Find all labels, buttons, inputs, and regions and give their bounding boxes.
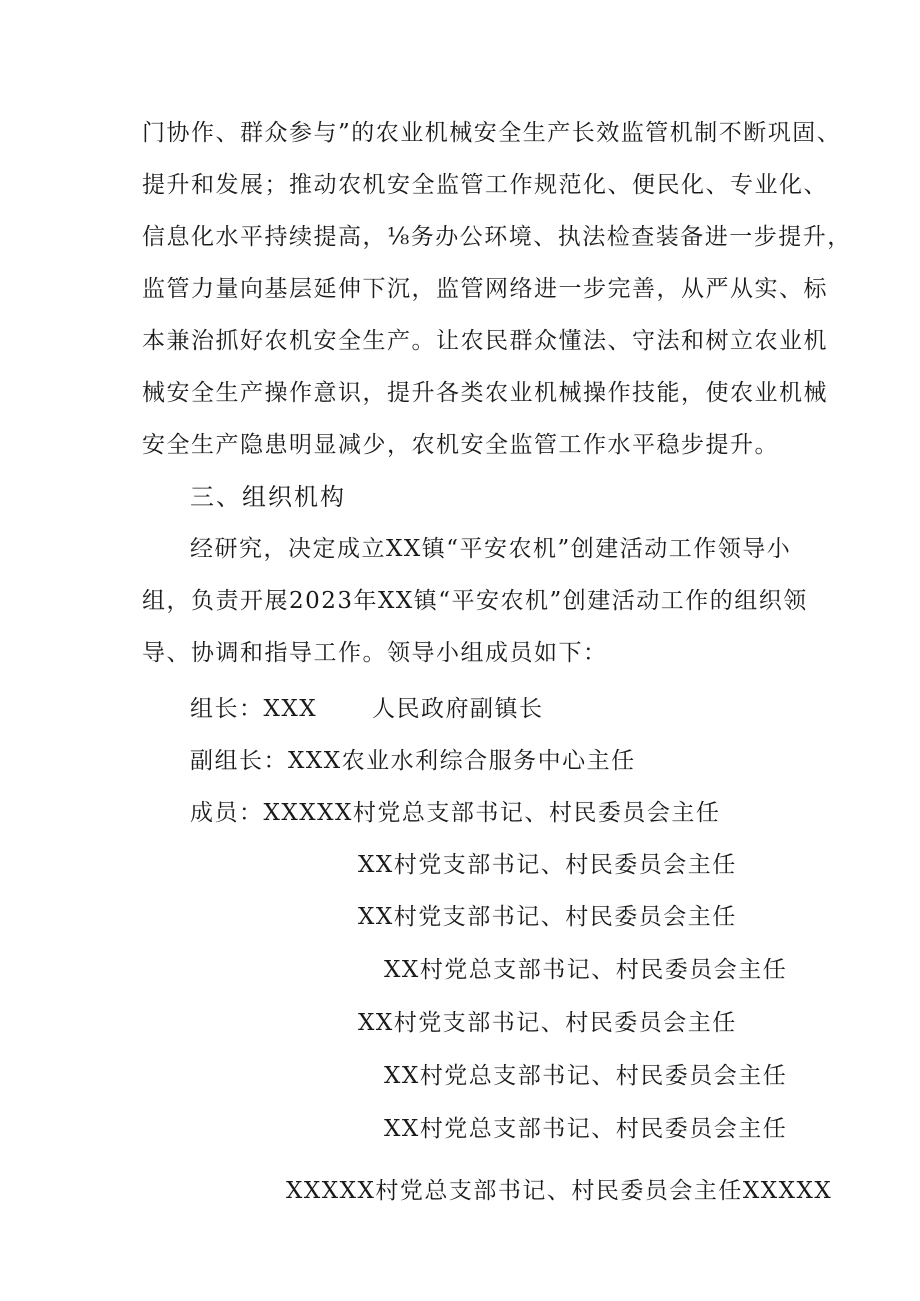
intro-line: 经研究，决定成立XX镇“平安农机”创建活动工作领导小 bbox=[190, 536, 792, 562]
paragraph-line: 本兼治抓好农机安全生产。让农民群众懂法、守法和树立农业机 bbox=[142, 328, 828, 354]
member-line: XX村党支部书记、村民委员会主任 bbox=[358, 904, 737, 930]
member-line: XX村党总支部书记、村民委员会主任 bbox=[384, 1063, 788, 1089]
intro-line: 组，负责开展2023年XX镇“平安农机”创建活动工作的组织领 bbox=[142, 588, 808, 614]
members-first-line: 成员：XXXXX村党总支部书记、村民委员会主任 bbox=[190, 800, 721, 826]
member-last-line: XXXXX村党总支部书记、村民委员会主任XXXXX bbox=[286, 1178, 833, 1204]
member-line: XX村党总支部书记、村民委员会主任 bbox=[384, 957, 788, 983]
section-heading: 三、组织机构 bbox=[190, 483, 346, 511]
paragraph-line: 械安全生产操作意识，提升各类农业机械操作技能，使农业机械 bbox=[142, 380, 828, 406]
member-line: XX村党支部书记、村民委员会主任 bbox=[358, 1010, 737, 1036]
paragraph-line: 提升和发展；推动农机安全监管工作规范化、便民化、专业化、 bbox=[142, 172, 828, 198]
leader-label: 组长：XXX bbox=[190, 696, 318, 722]
intro-line: 导、协调和指导工作。领导小组成员如下： bbox=[142, 640, 608, 666]
member-line: XX村党总支部书记、村民委员会主任 bbox=[384, 1116, 788, 1142]
leader-title: 人民政府副镇长 bbox=[372, 696, 544, 722]
paragraph-line: 监管力量向基层延伸下沉，监管网络进一步完善，从严从实、标 bbox=[142, 276, 828, 302]
paragraph-line: 门协作、群众参与”的农业机械安全生产长效监管机制不断巩固、 bbox=[142, 120, 842, 146]
deputy-line: 副组长：XXX农业水利综合服务中心主任 bbox=[190, 748, 636, 774]
paragraph-line: 安全生产隐患明显减少，农机安全监管工作水平稳步提升。 bbox=[142, 432, 779, 458]
member-line: XX村党支部书记、村民委员会主任 bbox=[358, 852, 737, 878]
paragraph-line: 信息化水平持续提高，⅛务办公环境、执法检查装备进一步提升， bbox=[142, 224, 852, 250]
